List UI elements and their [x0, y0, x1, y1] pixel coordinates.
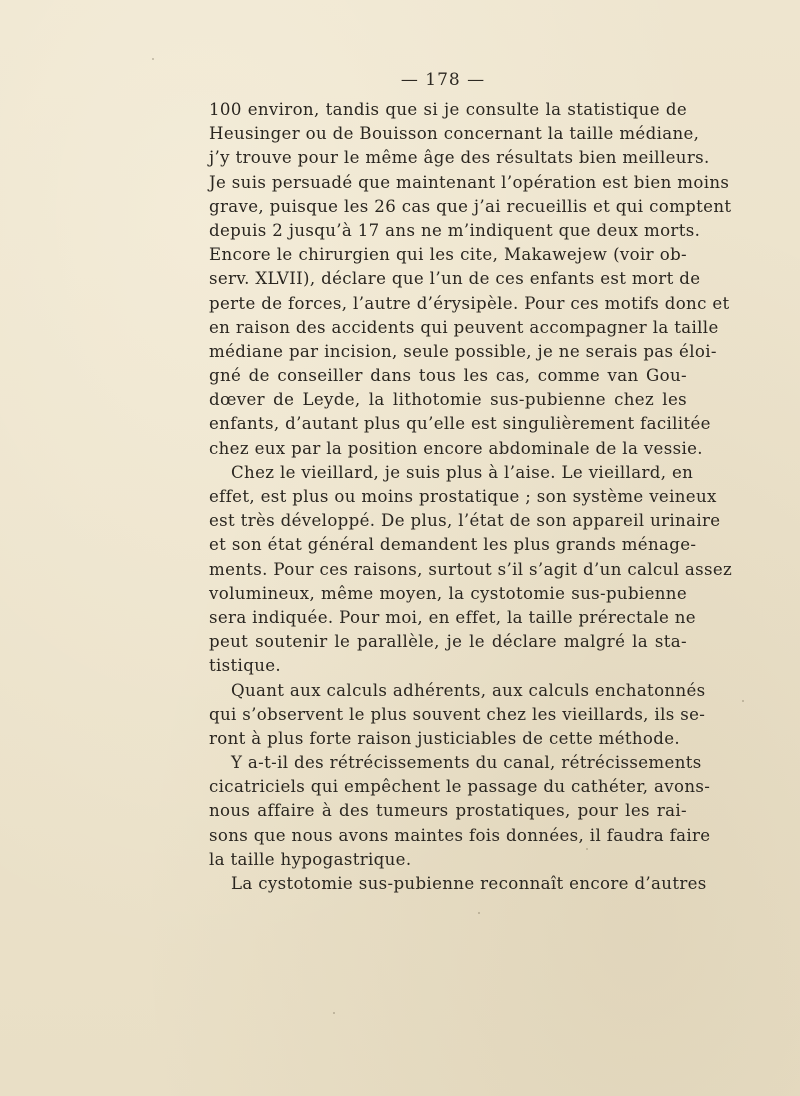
- text-line: chez eux par la position encore abdominale de la vessie.: [209, 438, 703, 458]
- body-text: [209, 98, 733, 896]
- text-line: gné de conseiller dans tous les cas, comme van Gou-: [209, 366, 687, 386]
- text-line: en raison des accidents qui peuvent accompagner la taille: [209, 317, 719, 337]
- page-number: — 178 —: [400, 70, 486, 90]
- text-line: effet, est plus ou moins prostatique ; son système veineux: [209, 487, 717, 506]
- paper-speck: [152, 58, 154, 60]
- text-line: sera indiquée. Pour moi, en effet, la taille prérectale ne: [209, 607, 696, 627]
- paper-speck: [742, 700, 744, 702]
- text-line: La cystotomie sus-pubienne reconnaît encore d’autres: [231, 874, 707, 893]
- text-line: ront à plus forte raison justiciables de cette méthode.: [209, 728, 681, 748]
- text-line: enfants, d’autant plus qu’elle est singulièrement facilitée: [209, 414, 711, 434]
- paper-speck: [478, 912, 480, 914]
- text-line: nous affaire à des tumeurs prostatiques, pour les rai-: [209, 801, 687, 821]
- text-line: volumineux, même moyen, la cystotomie sus-pubienne: [209, 583, 687, 603]
- text-line: perte de forces, l’autre d’érysipèle. Pour ces motifs donc et: [209, 293, 730, 313]
- text-line: ments. Pour ces raisons, surtout s’il s’agit d’un calcul assez: [209, 559, 733, 579]
- text-line: qui s’observent le plus souvent chez les vieillards, ils se-: [209, 704, 706, 724]
- text-line: 100 environ, tandis que si je consulte la statistique de: [209, 100, 687, 119]
- text-line: Heusinger ou de Bouisson concernant la taille médiane,: [209, 124, 700, 144]
- text-line: dœver de Leyde, la lithotomie sus-pubienne chez les: [209, 390, 687, 410]
- text-line: la taille hypogastrique.: [209, 849, 412, 869]
- text-line: peut soutenir le parallèle, je le déclare malgré la sta-: [209, 632, 687, 652]
- text-line: depuis 2 jusqu’à 17 ans ne m’indiquent que deux morts.: [209, 220, 701, 240]
- text-line: Je suis persuadé que maintenant l’opération est bien moins: [209, 172, 730, 192]
- paper-speck: [333, 1012, 335, 1014]
- text-line: sons que nous avons maintes fois données, il faudra faire: [209, 825, 711, 845]
- text-line: Encore le chirurgien qui les cite, Makawejew (voir ob-: [209, 245, 687, 265]
- text-line: serv. XLVII), déclare que l’un de ces enfants est mort de: [209, 269, 701, 289]
- text-line: Quant aux calculs adhérents, aux calculs enchatonnés: [231, 680, 706, 700]
- text-line: médiane par incision, seule possible, je ne serais pas éloi-: [209, 341, 717, 361]
- paper-speck: [586, 848, 588, 850]
- text-line: tistique.: [209, 656, 282, 676]
- text-line: Chez le vieillard, je suis plus à l’aise. Le vieillard, en: [231, 462, 694, 482]
- text-line: Y a-t-il des rétrécissements du canal, rétrécissements: [231, 753, 702, 773]
- text-line: est très développé. De plus, l’état de son appareil urinaire: [209, 511, 721, 531]
- text-line: cicatriciels qui empêchent le passage du cathéter, avons-: [209, 777, 711, 797]
- text-line: grave, puisque les 26 cas que j’ai recueillis et qui comptent: [209, 196, 732, 216]
- text-line: j’y trouve pour le même âge des résultats bien meilleurs.: [209, 148, 710, 168]
- text-line: et son état général demandent les plus grands ménage-: [209, 535, 697, 555]
